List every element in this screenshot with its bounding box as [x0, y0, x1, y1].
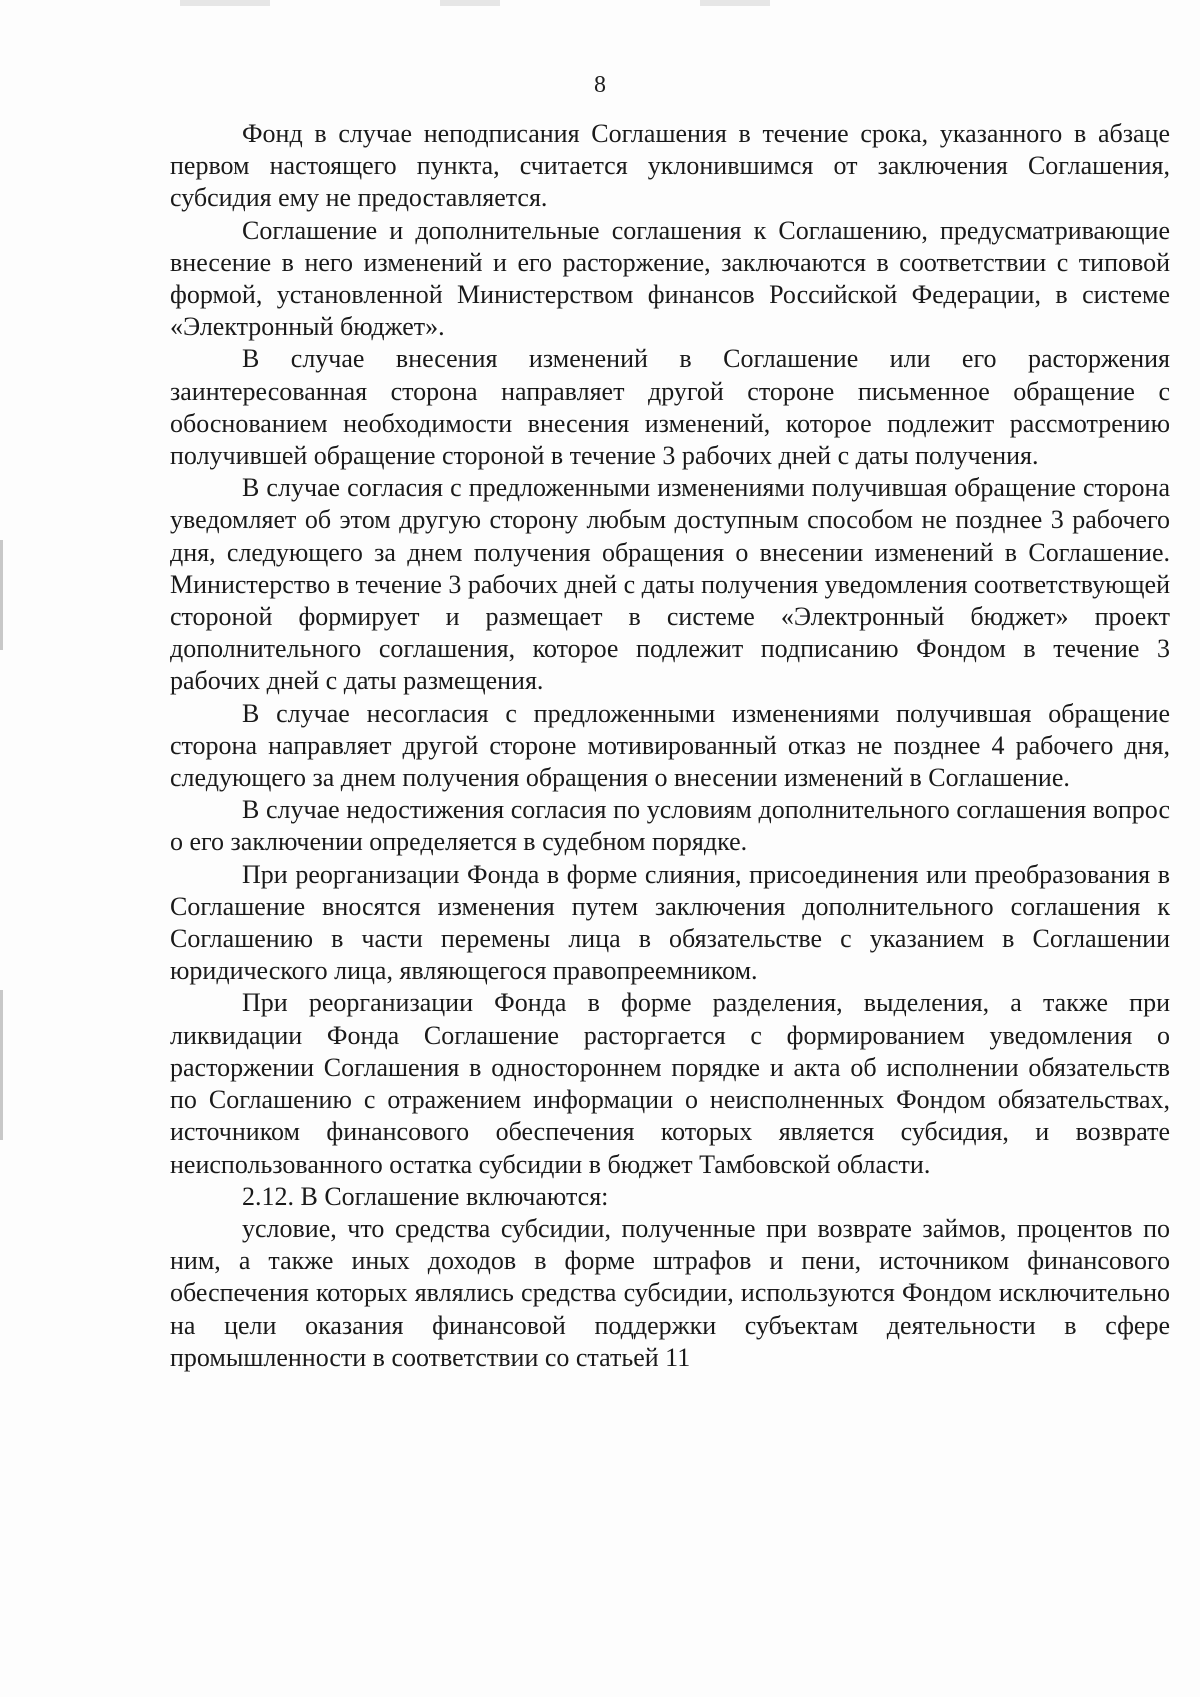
- scan-artifact: [700, 0, 770, 6]
- scan-artifact: [440, 0, 500, 6]
- paragraph: При реорганизации Фонда в форме слияния, присоединения или преобразования в Соглашение вносятся изменения путем заключения дополнительного соглашения к Соглашению в части перемены лица в обязательстве с указанием в Соглашении юридического лица, являющегося правопреемником.: [170, 859, 1170, 986]
- paragraph: Фонд в случае неподписания Соглашения в течение срока, указанного в абзаце первом настоящего пункта, считается уклонившимся от заключения Соглашения, субсидия ему не предоставляется.: [170, 119, 1170, 213]
- paragraph: Соглашение и дополнительные соглашения к Соглашению, предусматривающие внесение в него изменений и его расторжение, заключаются в соответствии с типовой формой, установленной Министерством финансов Российской Федерации, в системе «Электронный бюджет».: [170, 215, 1170, 342]
- scan-edge-mark: [0, 540, 3, 650]
- page-number: 8: [594, 72, 606, 98]
- document-body: [170, 118, 1170, 1374]
- section-heading: 2.12. В Соглашение включаются:: [242, 1181, 609, 1211]
- paragraph: условие, что средства субсидии, полученные при возврате займов, процентов по ним, а также иных доходов в форме штрафов и пени, источником финансового обеспечения которых являлись средства субсидии, используются Фондом исключительно на цели оказания финансовой поддержки субъектам деятельности в сфере промышленности в соответствии со статьей 11: [170, 1213, 1170, 1372]
- paragraph: В случае внесения изменений в Соглашение или его расторжения заинтересованная сторона направляет другой стороне письменное обращение с обоснованием необходимости внесения изменений, которое подлежит рассмотрению получившей обращение стороной в течение 3 рабочих дней с даты получения.: [170, 344, 1170, 471]
- scan-artifact: [180, 0, 270, 6]
- paragraph: В случае согласия с предложенными изменениями получившая обращение сторона уведомляет об этом другую сторону любым доступным способом не позднее 3 рабочего дня, следующего за днем получения обращения о внесении изменений в Соглашение. Министерство в течение 3 рабочих дней с даты получения уведомления соответствующей стороной формирует и размещает в системе «Электронный бюджет» проект дополнительного соглашения, которое подлежит подписанию Фондом в течение 3 рабочих дней с даты размещения.: [170, 473, 1170, 696]
- paragraph: В случае недостижения согласия по условиям дополнительного соглашения вопрос о его заключении определяется в судебном порядке.: [170, 795, 1170, 857]
- paragraph: В случае несогласия с предложенными изменениями получившая обращение сторона направляет другой стороне мотивированный отказ не позднее 4 рабочего дня, следующего за днем получения обращения о внесении изменений в Соглашение.: [170, 698, 1170, 793]
- paragraph: При реорганизации Фонда в форме разделения, выделения, а также при ликвидации Фонда Соглашение расторгается с формированием уведомления о расторжении Соглашения в одностороннем порядке и акта об исполнении обязательств по Соглашению с отражением информации о неисполненных Фондом обязательствах, источником финансового обеспечения которых является субсидия, и возврате неиспользованного остатка субсидии в бюджет Тамбовской области.: [170, 988, 1170, 1179]
- scan-edge-mark: [0, 990, 3, 1140]
